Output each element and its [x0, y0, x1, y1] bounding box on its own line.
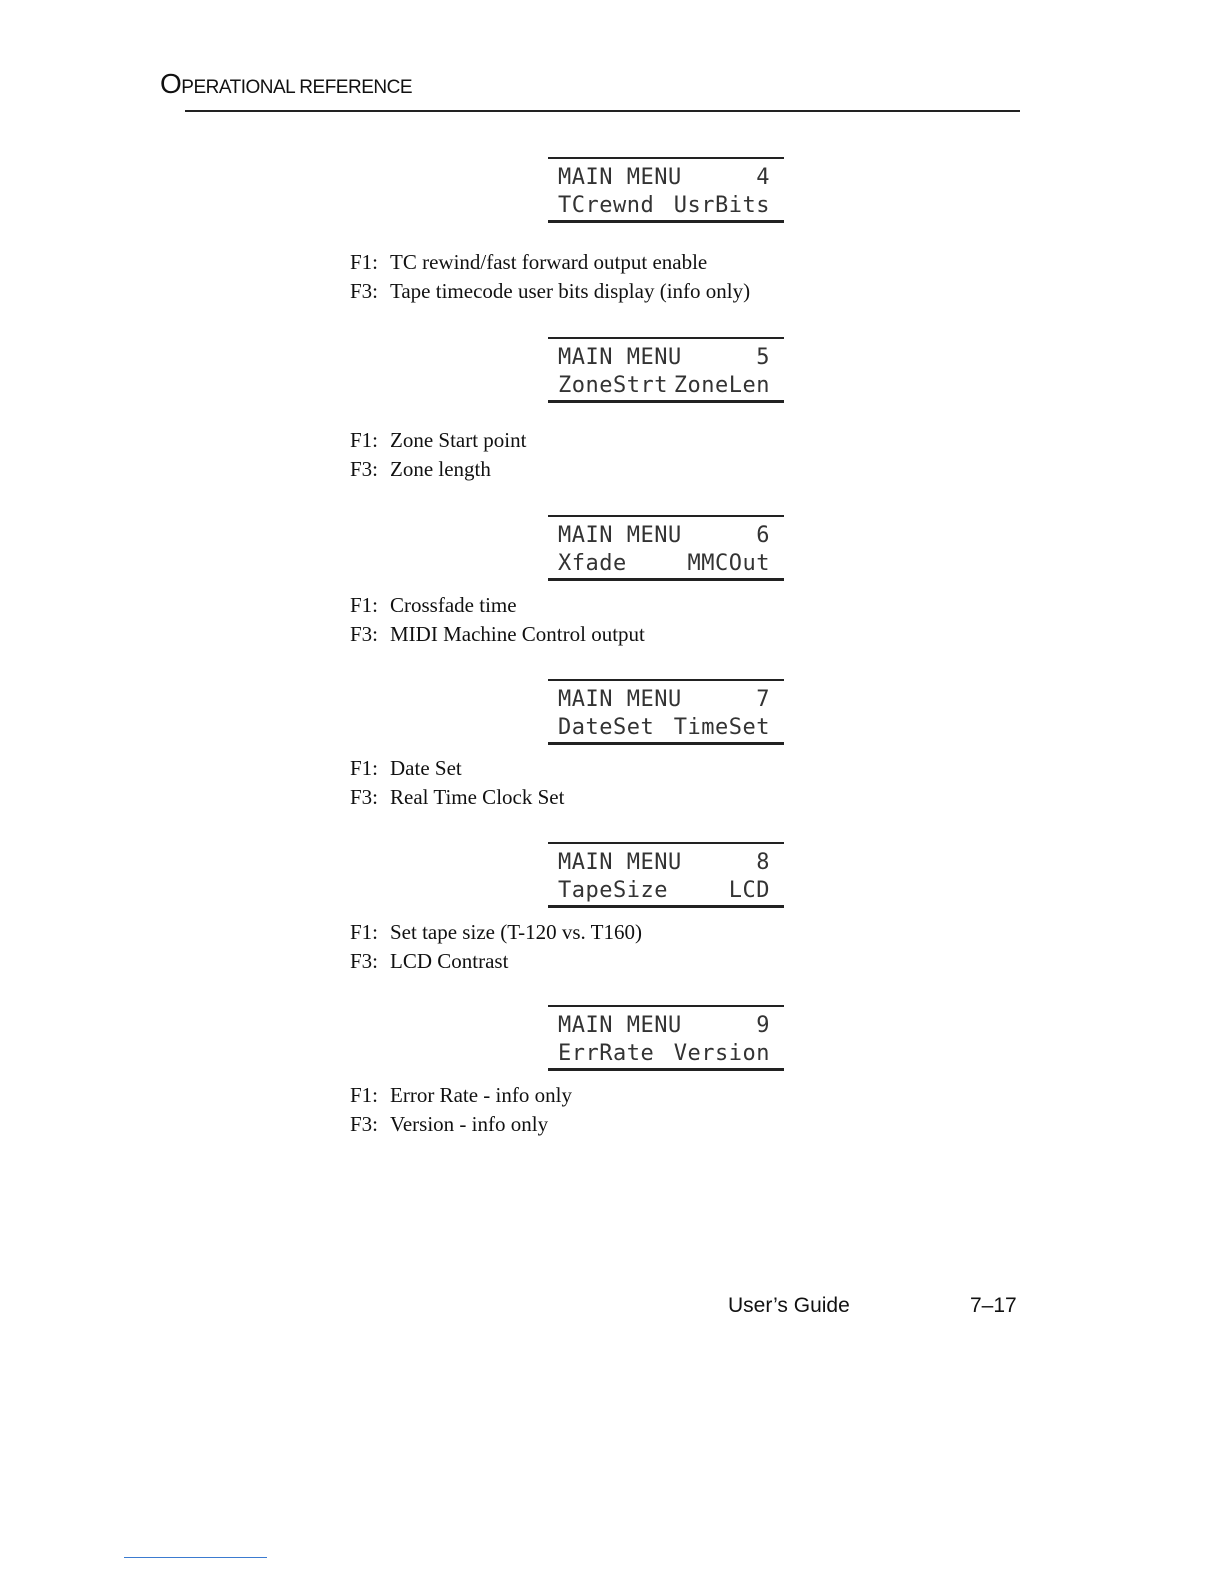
- lcd-number: 8: [756, 849, 770, 875]
- menu-6-items: [350, 591, 645, 649]
- scan-edge-line: [124, 1557, 267, 1558]
- lcd-title: MAIN MENU: [558, 522, 682, 548]
- item-key: F1:: [350, 593, 379, 617]
- lcd-menu-5: [548, 337, 784, 403]
- list-item: [350, 754, 564, 783]
- lcd-menu-7: [548, 679, 784, 745]
- item-key: F3:: [350, 785, 379, 809]
- menu-9-items: [350, 1081, 572, 1139]
- lcd-f3-label: UsrBits: [673, 192, 770, 218]
- lcd-f3-label: ZoneLen: [673, 372, 770, 398]
- item-text: Error Rate - info only: [390, 1083, 572, 1107]
- lcd-number: 4: [756, 164, 770, 190]
- menu-8-items: [350, 918, 642, 976]
- item-text: Real Time Clock Set: [390, 785, 565, 809]
- item-text: Set tape size (T-120 vs. T160): [390, 920, 642, 944]
- lcd-number: 7: [756, 686, 770, 712]
- item-key: F3:: [350, 279, 379, 303]
- item-text: Zone Start point: [390, 428, 527, 452]
- item-text: Zone length: [390, 457, 491, 481]
- item-text: Tape timecode user bits display (info only): [390, 279, 751, 303]
- item-key: F3:: [350, 1112, 379, 1136]
- list-item: [350, 918, 642, 947]
- menu-4-items: [350, 248, 750, 306]
- list-item: [350, 783, 564, 812]
- lcd-f1-label: DateSet: [558, 714, 655, 740]
- lcd-number: 5: [756, 344, 770, 370]
- lcd-title: MAIN MENU: [558, 164, 682, 190]
- lcd-f1-label: ErrRate: [558, 1040, 655, 1066]
- item-text: Version - info only: [390, 1112, 549, 1136]
- list-item: [350, 591, 645, 620]
- menu-5-items: [350, 426, 526, 484]
- lcd-f1-label: TCrewnd: [558, 192, 655, 218]
- lcd-number: 6: [756, 522, 770, 548]
- lcd-menu-6: [548, 515, 784, 581]
- header-initial: O: [160, 68, 182, 99]
- list-item: [350, 1110, 572, 1139]
- item-key: F1:: [350, 428, 379, 452]
- list-item: [350, 277, 750, 306]
- list-item: [350, 620, 645, 649]
- lcd-f3-label: MMCOut: [687, 550, 770, 576]
- lcd-title: MAIN MENU: [558, 1012, 682, 1038]
- item-key: F1:: [350, 1083, 379, 1107]
- item-text: LCD Contrast: [390, 949, 509, 973]
- item-key: F1:: [350, 250, 379, 274]
- item-text: Date Set: [390, 756, 462, 780]
- list-item: [350, 947, 642, 976]
- item-key: F1:: [350, 756, 379, 780]
- lcd-title: MAIN MENU: [558, 344, 682, 370]
- lcd-title: MAIN MENU: [558, 686, 682, 712]
- lcd-f1-label: ZoneStrt: [558, 372, 668, 398]
- list-item: [350, 248, 750, 277]
- item-text: Crossfade time: [390, 593, 517, 617]
- lcd-menu-8: [548, 842, 784, 908]
- item-key: F1:: [350, 920, 379, 944]
- list-item: [350, 1081, 572, 1110]
- lcd-number: 9: [756, 1012, 770, 1038]
- lcd-f3-label: LCD: [728, 877, 770, 903]
- lcd-f1-label: Xfade: [558, 550, 627, 576]
- lcd-f3-label: TimeSet: [673, 714, 770, 740]
- lcd-f1-label: TapeSize: [558, 877, 668, 903]
- item-key: F3:: [350, 457, 379, 481]
- lcd-title: MAIN MENU: [558, 849, 682, 875]
- lcd-menu-4: [548, 157, 784, 223]
- menu-7-items: [350, 754, 564, 812]
- header-text: PERATIONAL REFERENCE: [181, 77, 412, 98]
- lcd-f3-label: Version: [673, 1040, 770, 1066]
- item-text: TC rewind/fast forward output enable: [390, 250, 708, 274]
- header-rule: [185, 110, 1020, 112]
- item-text: MIDI Machine Control output: [390, 622, 645, 646]
- footer-guide: User’s Guide: [728, 1294, 850, 1317]
- lcd-menu-9: [548, 1005, 784, 1071]
- list-item: [350, 426, 526, 455]
- page-number: 7–17: [970, 1294, 1017, 1317]
- item-key: F3:: [350, 949, 379, 973]
- list-item: [350, 455, 526, 484]
- item-key: F3:: [350, 622, 379, 646]
- page-header: [160, 70, 412, 99]
